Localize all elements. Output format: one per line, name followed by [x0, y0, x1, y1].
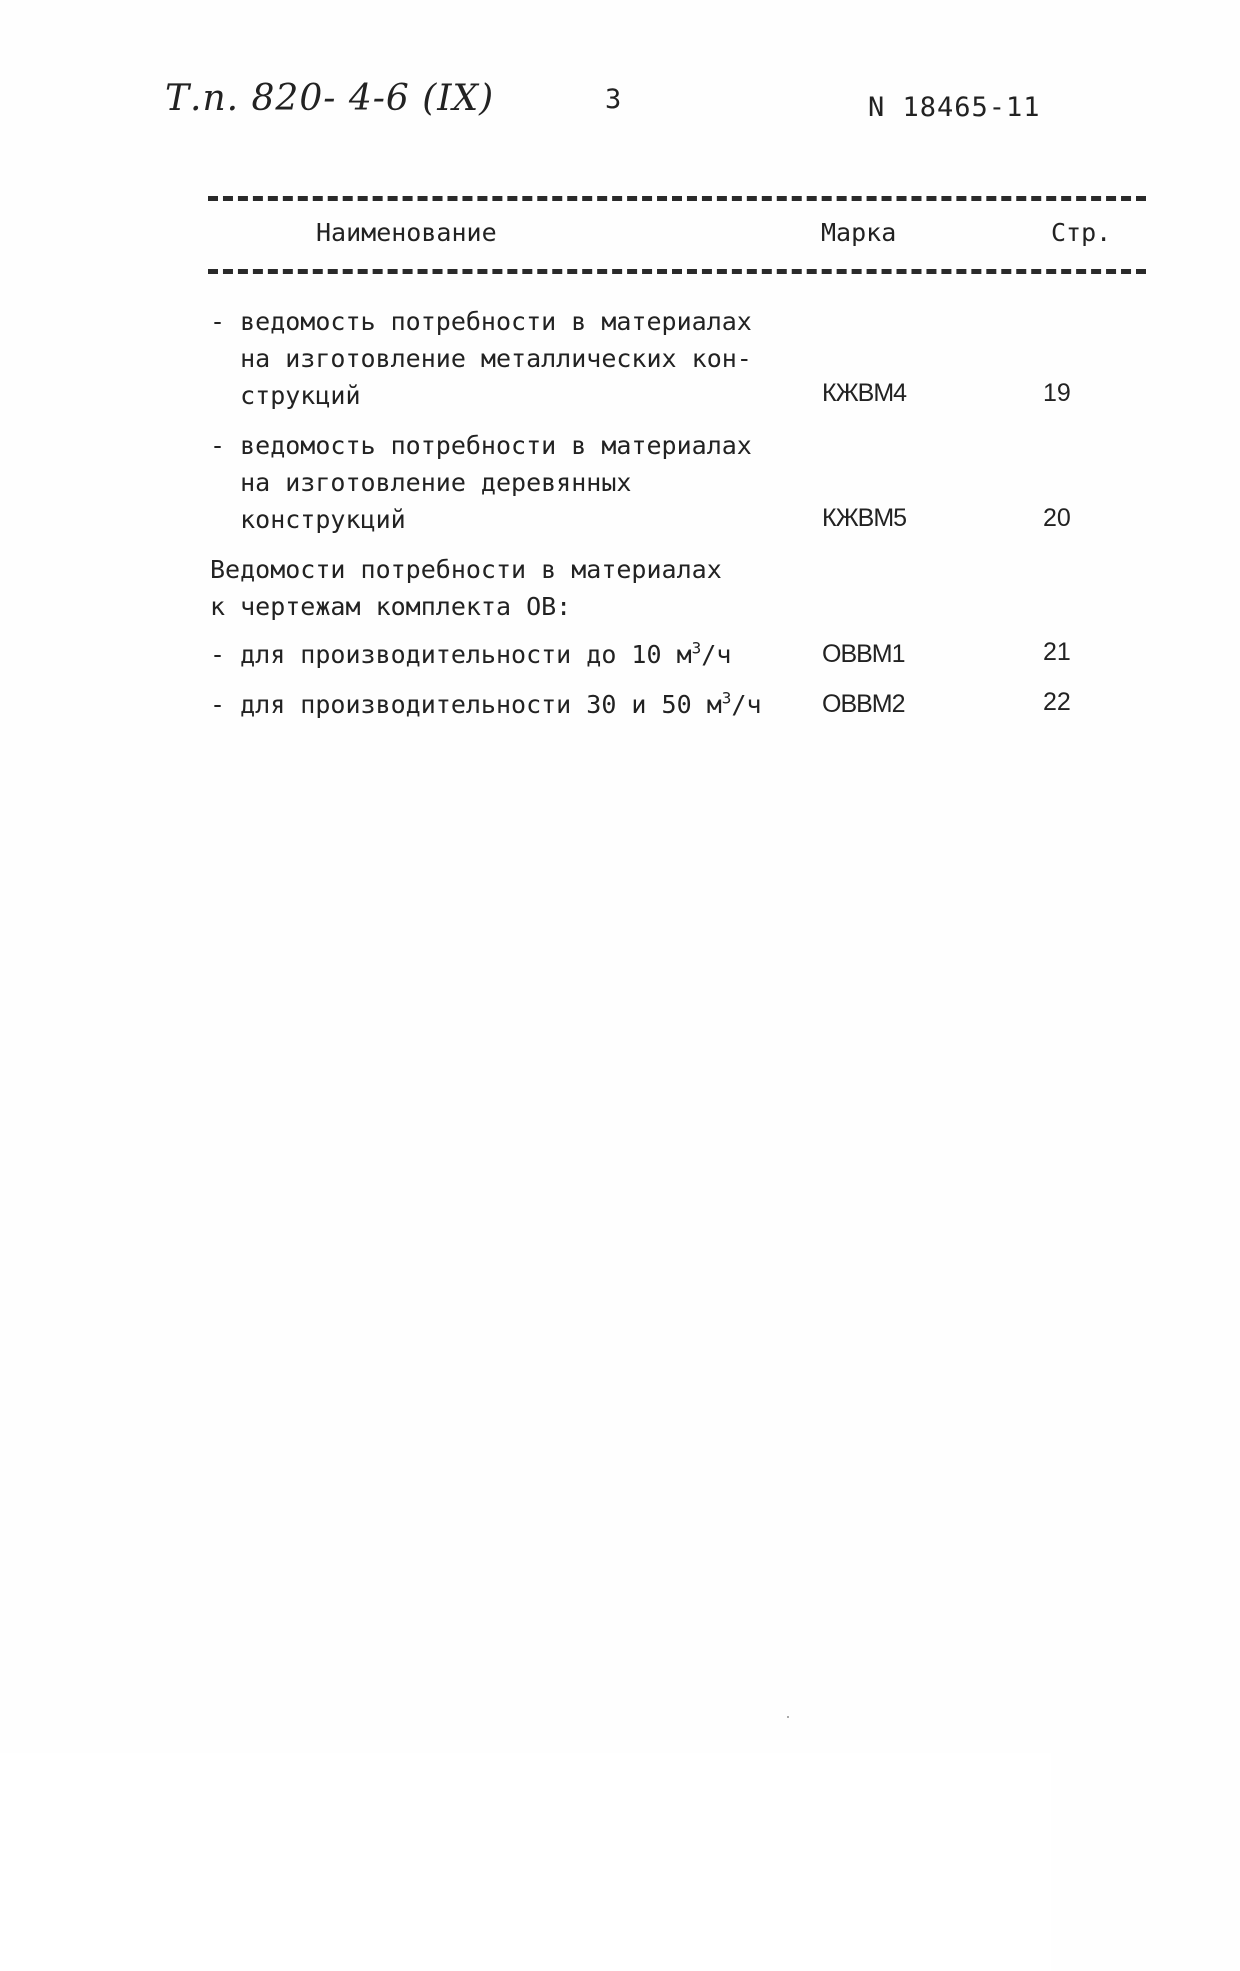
row-line: - ведомость потребности в материалах — [210, 307, 752, 336]
sub-row-superscript: 3 — [691, 638, 702, 658]
row-line: - ведомость потребности в материалах — [210, 431, 752, 460]
table-sub-row-text — [210, 636, 731, 673]
column-header-page: Стр. — [1051, 218, 1240, 1971]
table-row-text — [210, 303, 752, 414]
column-header-name: Наименование — [316, 218, 497, 247]
table-sub-row-page: 22 — [1043, 688, 1071, 716]
row-line: на изготовление деревянных — [210, 468, 632, 497]
sub-row-text-before: - для производительности до 10 м — [210, 640, 692, 669]
table-row-text — [210, 427, 752, 538]
table-row-mark: КЖВМ5 — [822, 504, 907, 532]
table-sub-row-page: 21 — [1043, 638, 1071, 666]
row-line: на изготовление металлических кон- — [210, 344, 752, 373]
section-title-line: к чертежам комплекта ОВ: — [210, 592, 572, 621]
section-title — [210, 551, 722, 625]
scan-speck — [787, 1716, 789, 1718]
table-row-page: 20 — [1043, 504, 1071, 532]
row-line: конструкций — [210, 505, 406, 534]
table-row-mark: КЖВМ4 — [822, 379, 907, 407]
column-header-mark: Марка — [821, 218, 897, 247]
table-header-rule — [208, 269, 1146, 274]
table-row-page: 19 — [1043, 379, 1071, 407]
table-sub-row-mark: ОВВМ1 — [822, 640, 905, 668]
sub-row-text-after: /ч — [701, 640, 732, 669]
section-title-line: Ведомости потребности в материалах — [210, 555, 722, 584]
document-code: Т.п. 820- 4-6 (IX) — [165, 78, 495, 119]
row-line: струкций — [210, 381, 361, 410]
page-number: 3 — [605, 84, 622, 115]
table-sub-row-mark: ОВВМ2 — [822, 690, 905, 718]
sub-row-text-before: - для производительности 30 и 50 м — [210, 690, 722, 719]
sub-row-superscript: 3 — [721, 688, 732, 708]
table-sub-row-text — [210, 686, 762, 723]
sub-row-text-after: /ч — [731, 690, 762, 719]
document-number: N 18465-11 — [868, 92, 1041, 123]
table-top-rule — [208, 196, 1146, 201]
